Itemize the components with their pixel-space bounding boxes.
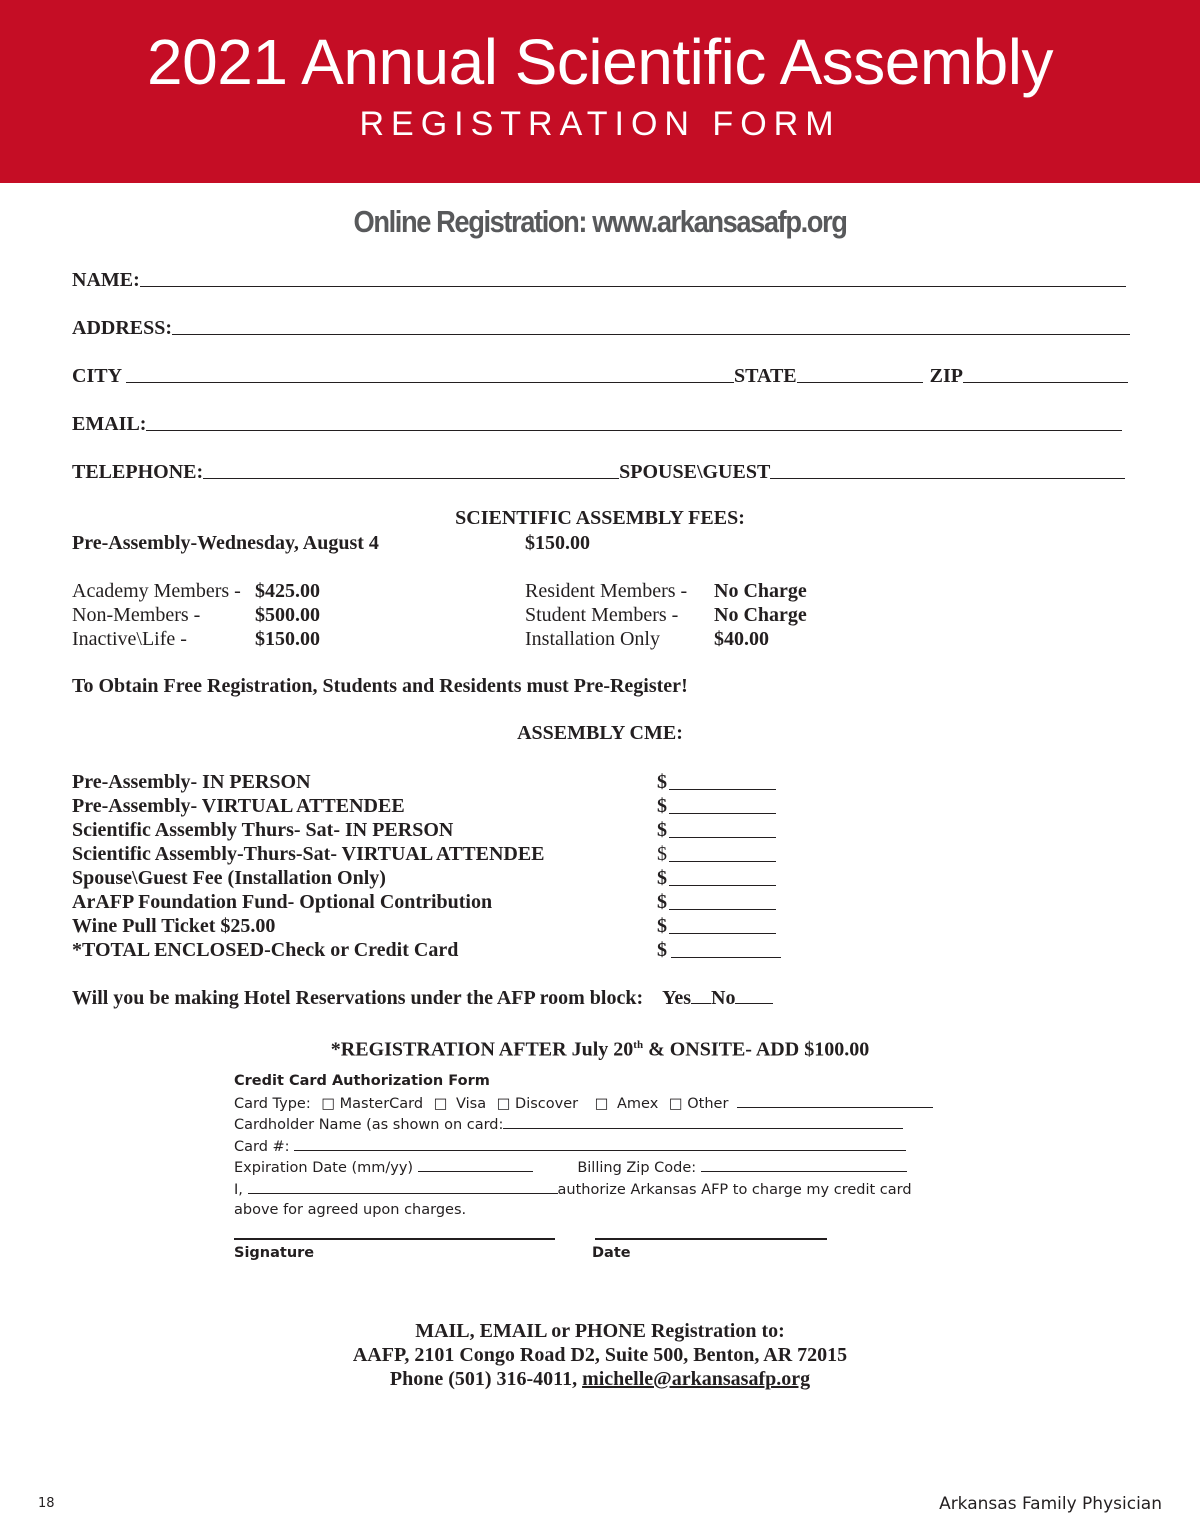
fee-label-student: Student Members - — [525, 604, 679, 626]
card-number-row — [234, 1135, 906, 1159]
page-number: 18 — [38, 1496, 55, 1511]
cme-label: Scientific Assembly Thurs- Sat- IN PERSON — [72, 819, 454, 841]
card-number-label: Card #: — [234, 1139, 290, 1155]
publication-name: Arkansas Family Physician — [939, 1494, 1162, 1514]
amount-line[interactable] — [669, 885, 776, 886]
cme-row-spouse-guest-fee — [72, 866, 792, 890]
pre-assembly-fee-price: $150.00 — [525, 532, 590, 554]
fee-price-student: No Charge — [714, 604, 807, 626]
address-label: ADDRESS: — [72, 317, 173, 339]
amount-line[interactable] — [669, 813, 776, 814]
cme-row-pre-virtual — [72, 794, 792, 818]
date-line[interactable] — [595, 1238, 827, 1240]
spouse-guest-label: SPOUSE\GUEST — [619, 461, 771, 483]
name-field[interactable] — [72, 263, 1126, 291]
cardholder-label: Cardholder Name (as shown on card: — [234, 1117, 504, 1133]
mail-address: AAFP, 2101 Congo Road D2, Suite 500, Benton, AR 72015 — [352, 1344, 848, 1366]
discover-checkbox[interactable]: □ — [496, 1096, 511, 1112]
expiration-line[interactable] — [418, 1156, 533, 1172]
zip-line[interactable] — [963, 362, 1128, 383]
hotel-no-label: No — [711, 987, 736, 1009]
city-label: CITY — [72, 365, 123, 387]
mail-email-link[interactable]: michelle@arkansasafp.org — [582, 1368, 811, 1390]
free-registration-note: To Obtain Free Registration, Students and Residents must Pre-Register! — [72, 675, 688, 697]
city-state-zip-row — [72, 359, 1128, 387]
authorize-suffix: authorize Arkansas AFP to charge my credit card — [557, 1182, 912, 1198]
address-field[interactable] — [72, 311, 1130, 339]
email-line[interactable] — [146, 410, 1122, 431]
telephone-label: TELEPHONE: — [72, 461, 204, 483]
billing-zip-line[interactable] — [701, 1156, 907, 1172]
cme-label: Spouse\Guest Fee (Installation Only) — [72, 867, 386, 889]
state-line[interactable] — [797, 362, 923, 383]
visa-checkbox[interactable]: □ — [433, 1096, 448, 1112]
fee-label-non-member: Non-Members - — [72, 604, 201, 626]
visa-option: Visa — [456, 1096, 487, 1112]
signature-label: Signature — [234, 1245, 315, 1261]
authorize-name-line[interactable] — [248, 1178, 558, 1194]
dollar-sign: $ — [657, 891, 667, 913]
cme-row-total-enclosed — [72, 938, 792, 962]
hotel-yes-label: Yes — [662, 987, 692, 1009]
fee-price-inactive: $150.00 — [255, 628, 320, 650]
authorize-row — [234, 1178, 912, 1202]
fee-label-resident: Resident Members - — [525, 580, 688, 602]
mail-contact-row — [0, 1367, 1200, 1391]
late-registration-sup: th — [633, 1039, 644, 1051]
fee-label-inactive: Inactive\Life - — [72, 628, 187, 650]
dollar-sign: $ — [657, 939, 667, 961]
address-line[interactable] — [172, 314, 1130, 335]
dollar-sign: $ — [657, 771, 667, 793]
fee-price-resident: No Charge — [714, 580, 807, 602]
telephone-line[interactable] — [203, 458, 619, 479]
dollar-sign: $ — [657, 795, 667, 817]
zip-label: ZIP — [929, 365, 963, 387]
hotel-question-row — [72, 986, 773, 1010]
dollar-sign: $ — [657, 843, 667, 865]
mail-heading: MAIL, EMAIL or PHONE Registration to: — [415, 1320, 785, 1342]
cme-heading: ASSEMBLY CME: — [517, 722, 683, 744]
dollar-sign: $ — [657, 819, 667, 841]
cme-label: Wine Pull Ticket $25.00 — [72, 915, 276, 937]
mastercard-option: MasterCard — [339, 1096, 424, 1112]
authorize-prefix: I, — [234, 1182, 243, 1198]
dollar-sign: $ — [657, 915, 667, 937]
telephone-spouse-row — [72, 455, 1125, 483]
authorize-line-2: above for agreed upon charges. — [234, 1202, 467, 1218]
cme-row-foundation-fund — [72, 890, 792, 914]
fee-label-installation: Installation Only — [525, 628, 660, 650]
fee-price-academy: $425.00 — [255, 580, 320, 602]
amount-line[interactable] — [669, 909, 776, 910]
cardholder-line[interactable] — [503, 1113, 903, 1129]
card-type-row — [234, 1092, 933, 1116]
expiration-zip-row — [234, 1156, 907, 1180]
fee-price-installation: $40.00 — [714, 628, 769, 650]
cme-label: ArAFP Foundation Fund- Optional Contribution — [72, 891, 493, 913]
amount-line[interactable] — [669, 837, 776, 838]
cme-row-scientific-virtual — [72, 842, 792, 866]
other-checkbox[interactable]: □ — [668, 1096, 683, 1112]
signature-line[interactable] — [234, 1238, 555, 1240]
name-line[interactable] — [140, 266, 1126, 287]
mastercard-checkbox[interactable]: □ — [321, 1096, 336, 1112]
cme-label: Pre-Assembly- VIRTUAL ATTENDEE — [72, 795, 405, 817]
spouse-guest-line[interactable] — [770, 458, 1125, 479]
hotel-question: Will you be making Hotel Reservations under the AFP room block: — [72, 987, 644, 1009]
online-registration-heading: Online Registration: www.arkansasafp.org — [353, 204, 847, 239]
expiration-label: Expiration Date (mm/yy) — [234, 1160, 414, 1176]
fees-heading: SCIENTIFIC ASSEMBLY FEES: — [455, 507, 745, 529]
fee-label-academy: Academy Members - — [72, 580, 241, 602]
header-banner — [0, 0, 1200, 183]
page-title: 2021 Annual Scientific Assembly — [147, 26, 1053, 98]
other-option: Other — [687, 1096, 729, 1112]
cme-label: Pre-Assembly- IN PERSON — [72, 771, 311, 793]
other-line[interactable] — [737, 1092, 933, 1108]
dollar-sign: $ — [657, 867, 667, 889]
amount-line[interactable] — [671, 957, 781, 958]
billing-zip-label: Billing Zip Code: — [577, 1160, 697, 1176]
cardholder-row — [234, 1113, 903, 1137]
late-registration-notice — [0, 1033, 1200, 1062]
discover-option: Discover — [515, 1096, 579, 1112]
city-line[interactable] — [126, 362, 734, 383]
state-label: STATE — [734, 365, 797, 387]
page-subtitle: REGISTRATION FORM — [359, 105, 841, 143]
email-field[interactable] — [72, 407, 1122, 435]
card-type-label: Card Type: — [234, 1096, 311, 1112]
amex-option: Amex — [617, 1096, 659, 1112]
pre-assembly-fee-label: Pre-Assembly-Wednesday, August 4 — [72, 532, 379, 554]
hotel-no-line[interactable] — [735, 986, 773, 1004]
card-number-line[interactable] — [294, 1135, 906, 1151]
credit-card-form-title: Credit Card Authorization Form — [234, 1073, 490, 1089]
cme-label: Scientific Assembly-Thurs-Sat- VIRTUAL ATTENDEE — [72, 843, 545, 865]
amex-checkbox[interactable]: □ — [594, 1096, 609, 1112]
hotel-yes-line[interactable] — [691, 986, 711, 1004]
cme-row-pre-in-person — [72, 770, 792, 794]
cme-row-scientific-in-person — [72, 818, 792, 842]
date-label: Date — [592, 1245, 631, 1261]
name-label: NAME: — [72, 269, 140, 291]
cme-label: *TOTAL ENCLOSED-Check or Credit Card — [72, 939, 459, 961]
amount-line[interactable] — [669, 861, 776, 862]
mail-phone: Phone (501) 316-4011, — [389, 1368, 578, 1390]
late-registration-prefix: *REGISTRATION AFTER July 20 — [330, 1038, 634, 1061]
amount-line[interactable] — [669, 933, 776, 934]
fee-price-non-member: $500.00 — [255, 604, 320, 626]
email-label: EMAIL: — [72, 413, 147, 435]
cme-row-wine-pull — [72, 914, 792, 938]
amount-line[interactable] — [669, 789, 776, 790]
late-registration-suffix: & ONSITE- ADD $100.00 — [643, 1038, 870, 1061]
